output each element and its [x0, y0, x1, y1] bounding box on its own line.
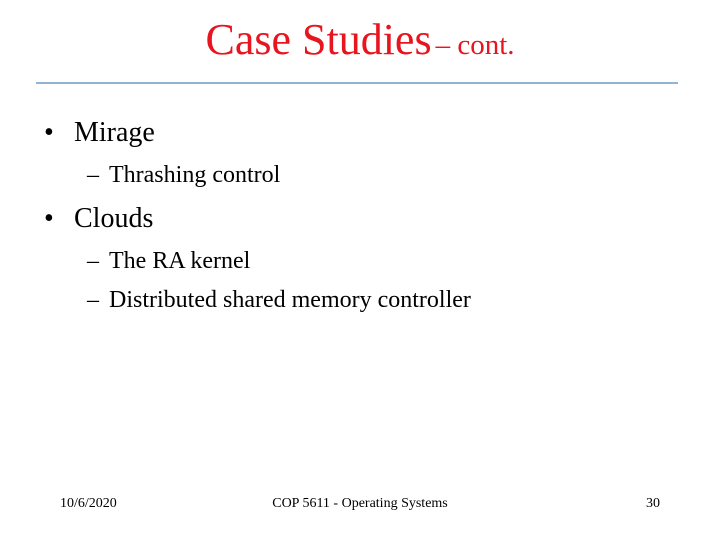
bullet-dot-icon: •	[44, 117, 54, 148]
sub-item-label: Thrashing control	[109, 162, 281, 188]
slide-title	[0, 12, 720, 78]
slide-title-main: Case Studies	[205, 15, 432, 64]
dash-icon: –	[87, 287, 99, 313]
sub-item-label: The RA kernel	[109, 248, 251, 274]
dash-icon: –	[87, 162, 99, 188]
bullet-dot-icon: •	[44, 203, 54, 234]
bullet-label: Clouds	[74, 203, 154, 234]
sub-item-ra-kernel	[87, 246, 250, 276]
footer-course: COP 5611 - Operating Systems	[272, 496, 448, 511]
bullet-item-clouds	[44, 202, 153, 236]
footer-date: 10/6/2020	[60, 496, 117, 511]
title-divider	[36, 82, 678, 84]
dash-icon: –	[87, 248, 99, 274]
footer-page-number: 30	[646, 496, 660, 511]
sub-item-thrashing-control	[87, 160, 280, 190]
bullet-item-mirage	[44, 116, 155, 150]
sub-item-dsm-controller	[87, 285, 471, 315]
slide-title-sub: – cont.	[435, 29, 515, 61]
bullet-label: Mirage	[74, 117, 155, 148]
sub-item-label: Distributed shared memory controller	[109, 287, 471, 313]
